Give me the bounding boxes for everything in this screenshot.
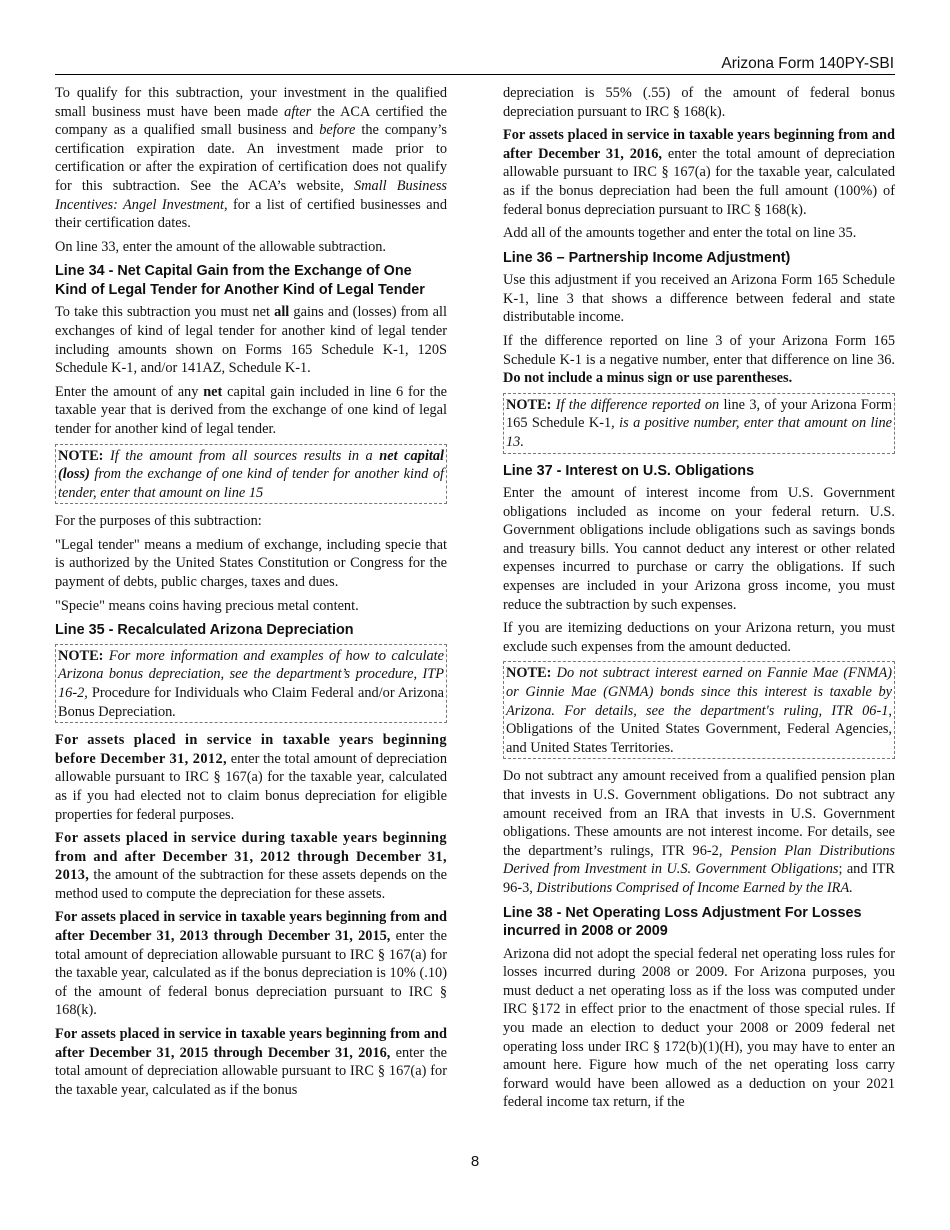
paragraph: Do not subtract any amount received from a qualified pension plan that invests in U.S. Government obligations. Do not subtract any amount received from an IRA that invests in U.S. Government obligations. These amounts are not interest income. For details, see the department’s rulings, ITR 96-2, Pension Plan Distributions Derived from Investment in U.S. Government Obligations; and ITR 96-3, Distributions Comprised of Income Earned by the IRA. — [503, 768, 895, 896]
note-box: NOTE: For more information and examples of how to calculate Arizona bonus depreciation, see the department’s procedure, ITP 16-2, Procedure for Individuals who Claim Federal and/or Arizona Bonus Depreciation. — [55, 644, 447, 723]
paragraph: For assets placed in service in taxable years beginning from and after December 31, 2016, enter the total amount of depreciation allowable pursuant to IRC § 167(a) for the taxable year, calculated as if the bonus depreciation had been the full amount (100%) of federal bonus depreciation pursuant to IRC § 168(k). — [503, 127, 895, 218]
paragraph: "Legal tender" means a medium of exchange, including specie that is authorized by the United States Constitution or Congress for the payment of debts, public charges, taxes and dues. — [55, 536, 447, 591]
paragraph: "Specie" means coins having precious metal content. — [55, 597, 359, 614]
paragraph: To qualify for this subtraction, your investment in the qualified small business must have been made after the ACA certified the company as a qualified small business and before the company’s certification expiration date. An investment made prior to certification or after the expiration of certification does not qualify for this subtraction. See the ACA’s website, Small Business Incentives: Angel Investment, for a list of certified businesses and their certification dates. — [55, 85, 447, 232]
section-heading-line-34: Line 34 - Net Capital Gain from the Exchange of One Kind of Legal Tender for Another Kind of Legal Tender — [55, 263, 425, 298]
paragraph: depreciation is 55% (.55) of the amount of federal bonus depreciation pursuant to IRC § 168(k). — [503, 85, 895, 120]
paragraph: On line 33, enter the amount of the allowable subtraction. — [55, 238, 387, 255]
paragraph: If the difference reported on line 3 of your Arizona Form 165 Schedule K-1 is a negative number, enter that difference on line 36. Do not include a minus sign or use parentheses. — [503, 333, 895, 387]
note-box: NOTE: If the amount from all sources results in a net capital (loss) from the exchange of one kind of tender for another kind of tender, enter that amount on line 15 — [55, 444, 447, 505]
paragraph: For assets placed in service in taxable years beginning before December 31, 2012, enter the total amount of depreciation allowable pursuant to IRC § 167(a) for the taxable year, calculated as if you had elected not to claim bonus depreciation for eligible properties for federal purposes. — [55, 732, 448, 823]
section-heading-line-38: Line 38 - Net Operating Loss Adjustment For Losses incurred in 2008 or 2009 — [503, 904, 862, 940]
paragraph: Add all of the amounts together and enter the total on line 35. — [503, 225, 857, 242]
left-column — [55, 84, 447, 1104]
paragraph: For the purposes of this subtraction: — [55, 513, 262, 530]
note-box: NOTE: Do not subtract interest earned on Fannie Mae (FNMA) or Ginnie Mae (GNMA) bonds since this interest is taxable by Arizona. For details, see the department's ruling, ITR 06-1, Obligations of the United States Government, Federal Agencies, and United States Territories. — [503, 661, 895, 759]
right-column — [503, 84, 895, 1117]
form-title: Arizona Form 140PY-SBI — [721, 55, 894, 72]
paragraph: For assets placed in service during taxable years beginning from and after December 31, 2012 through December 31, 2013, the amount of the subtraction for these assets depends on the method used to compute the depreciation for these assets. — [55, 830, 447, 902]
paragraph: Enter the amount of interest income from U.S. Government obligations included as income on your federal return. U.S. Government obligations include obligations such as savings bonds and treasury bills. You cannot deduct any interest or other related expenses incurred to purchase or carry the obligations. If such expenses are included in your Arizona gross income, you must reduce the subtraction by such expenses. — [503, 485, 895, 613]
note-box: NOTE: If the difference reported on line 3, of your Arizona Form 165 Schedule K-1, is a positive number, enter that amount on line 13. — [503, 393, 895, 454]
paragraph: Arizona did not adopt the special federal net operating loss rules for losses incurred during 2008 or 2009. For Arizona purposes, you must deduct a net operating loss as if the loss was computed under IRC §172 in effect prior to the enactment of those special rules. If you made an election to deduct your 2008 or 2009 federal net operating loss under IRC § 172(b)(1)(H), you may have to enter an amount here. Figure how much of the net operating loss carry forward would have been allowed as a deduction on your 2021 federal income tax return, if the — [503, 945, 895, 1111]
page-number: 8 — [470, 1153, 480, 1170]
section-heading-line-35: Line 35 - Recalculated Arizona Depreciation — [55, 622, 354, 639]
paragraph: To take this subtraction you must net all gains and (losses) from all exchanges of kind of legal tender for another kind of legal tender including amounts shown on Forms 165 Schedule K-1, 120S Schedule K-1, and/or 141AZ, Schedule K-1. — [55, 304, 447, 377]
paragraph: If you are itemizing deductions on your Arizona return, you must exclude such expenses from the amount deducted. — [503, 620, 895, 655]
paragraph: Enter the amount of any net capital gain included in line 6 for the taxable year that is derived from the exchange of one kind of legal tender for another kind of legal tender. — [55, 383, 448, 437]
section-heading-line-37: Line 37 - Interest on U.S. Obligations — [503, 462, 755, 479]
paragraph: For assets placed in service in taxable years beginning from and after December 31, 2013 through December 31, 2015, enter the total amount of depreciation allowable pursuant to IRC § 167(a) for the taxable year, calculated as if the bonus depreciation is 10% (.10) of the amount of federal bonus depreciation pursuant to IRC § 168(k). — [55, 909, 447, 1019]
section-heading-line-36: Line 36 – Partnership Income Adjustment) — [503, 249, 791, 266]
paragraph: For assets placed in service in taxable years beginning from and after December 31, 2015 through December 31, 2016, enter the total amount of depreciation allowable pursuant to IRC § 167(a) for the taxable year, calculated as if the bonus — [55, 1026, 447, 1098]
header-rule — [55, 74, 895, 75]
paragraph: Use this adjustment if you received an Arizona Form 165 Schedule K-1, line 3 that shows a difference between federal and state distributable income. — [503, 272, 895, 326]
